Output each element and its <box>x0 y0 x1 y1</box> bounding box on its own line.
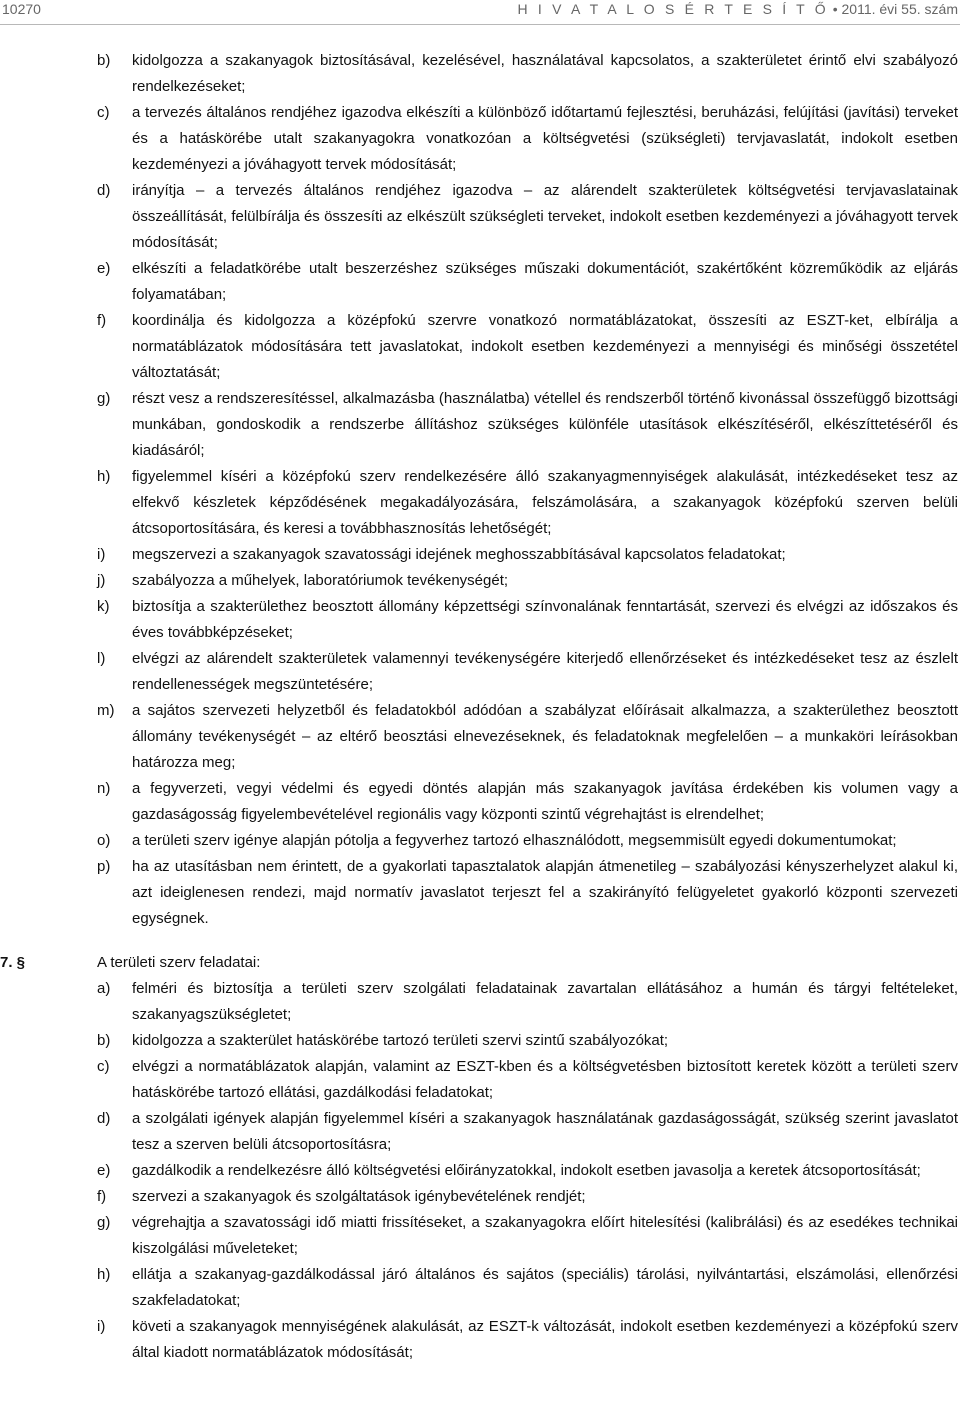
list-item-marker: e) <box>97 1162 111 1179</box>
list-item-text: gazdálkodik a rendelkezésre álló költségvetési előirányzatokkal, indokolt esetben javasolja a keretek átcsoportosítását; <box>132 1162 921 1179</box>
list-item-marker: b) <box>97 52 111 69</box>
list-item-text: részt vesz a rendszeresítéssel, alkalmazásba (használatba) vétellel és rendszerből történő kivonással összefüggő bizottsági munkában, gondoskodik a rendszerbe állításhoz szükséges különféle utasítások elkészítéséről, elkészíttetéséről és kiadásáról; <box>132 390 958 459</box>
list-item-text: felméri és biztosítja a területi szerv szolgálati feladatainak zavartalan ellátásához a humán és tárgyi feltételeket, szakanyagszükségletet; <box>132 980 958 1023</box>
list-item-marker: a) <box>97 980 111 997</box>
list-item-text: ellátja a szakanyag-gazdálkodással járó általános és sajátos (speciális) tárolási, nyilvántartási, elszámolási, ellenőrzési szakfeladatokat; <box>132 1266 958 1309</box>
list-item-marker: e) <box>97 260 111 277</box>
list-item-marker: h) <box>97 1266 111 1283</box>
list-item-text: szervezi a szakanyagok és szolgáltatások igénybevételének rendjét; <box>132 1188 586 1205</box>
list-item-marker: g) <box>97 390 111 407</box>
duties-list-previous-section <box>0 48 960 932</box>
list-item <box>0 1262 960 1314</box>
list-item-marker: i) <box>97 1318 106 1335</box>
duties-list-territorial-body <box>0 976 960 1366</box>
list-item-marker: m) <box>97 702 115 719</box>
list-item <box>0 646 960 698</box>
list-item <box>0 178 960 256</box>
section-title: A területi szerv feladatai: <box>97 954 261 971</box>
list-item-marker: i) <box>97 546 106 563</box>
list-item-marker: c) <box>97 1058 110 1075</box>
list-item <box>0 568 960 594</box>
list-item-text: irányítja – a tervezés általános rendjéhez igazodva – az alárendelt szakterületek költségvetési tervjavaslatainak összeállítását, felülbírálja és összesíti az elkészült szükségleti terveket, indokolt esetben kezdeményezi a jóváhagyott tervek módosítását; <box>132 182 958 251</box>
list-item <box>0 464 960 542</box>
list-item-marker: o) <box>97 832 111 849</box>
list-item <box>0 1314 960 1366</box>
list-item-marker: f) <box>97 312 107 329</box>
list-item-marker: n) <box>97 780 111 797</box>
list-item <box>0 1184 960 1210</box>
list-item-marker: d) <box>97 182 111 199</box>
list-item <box>0 698 960 776</box>
list-item <box>0 48 960 100</box>
list-item <box>0 1028 960 1054</box>
list-item-text: biztosítja a szakterülethez beosztott állomány képzettségi színvonalának fenntartását, szervezi és elvégzi az időszakos és éves továbbképzéseket; <box>132 598 958 641</box>
list-item-text: követi a szakanyagok mennyiségének alakulását, az ESZT-k változását, indokolt esetben kezdeményezi a középfokú szerv által kiadott normatáblázatok módosítását; <box>132 1318 958 1361</box>
list-item <box>0 386 960 464</box>
list-item-text: a sajátos szervezeti helyzetből és feladatokból adódóan a szabályzat előírásait alkalmazza, a szakterülethez beosztott állomány tevékenységét – az eltérő beosztási elnevezéseknek, és feladatoknak megfelelően – a munkaköri leírásokban határozza meg; <box>132 702 958 771</box>
list-item-text: a tervezés általános rendjéhez igazodva elkészíti a különböző időtartamú fejlesztési, beruházási, felújítási (javítási) terveket és a hatáskörébe utalt szakanyagokra vonatkozóan a költségvetési (szükségleti) tervjavaslatát, indokolt esetben kezdeményezi a jóváhagyott tervek módosítását; <box>132 104 958 173</box>
list-item-marker: k) <box>97 598 110 615</box>
list-item-text: elvégzi a normatáblázatok alapján, valamint az ESZT-kben és a költségvetésben biztosított keretek között a területi szerv hatáskörébe tartozó ellátási, gazdálkodási feladatokat; <box>132 1058 958 1101</box>
list-item <box>0 594 960 646</box>
list-item-text: figyelemmel kíséri a középfokú szerv rendelkezésére álló szakanyagmennyiségek alakulását, intézkedéseket tesz az elfekvő készletek képződésének megakadályozására, felszámolására, a szakanyagok középfokú szerven belüli átcsoportosítására, és keresi a továbbhasznosítás lehetőségét; <box>132 468 958 537</box>
list-item-text: végrehajtja a szavatossági idő miatti frissítéseket, a szakanyagokra előírt hitelesítési (kalibrálási) és az esedékes technikai kiszolgálási műveleteket; <box>132 1214 958 1257</box>
list-item <box>0 854 960 932</box>
header-separator: • <box>832 1 838 17</box>
list-item-marker: p) <box>97 858 111 875</box>
list-item <box>0 1054 960 1106</box>
list-item <box>0 1210 960 1262</box>
document-body <box>0 48 960 1366</box>
list-item-marker: d) <box>97 1110 111 1127</box>
page-header <box>0 0 960 25</box>
page-number: 10270 <box>2 1 41 17</box>
list-item <box>0 100 960 178</box>
section-7-heading <box>0 950 960 976</box>
list-item <box>0 828 960 854</box>
list-item <box>0 1158 960 1184</box>
list-item-text: elvégzi az alárendelt szakterületek valamennyi tevékenységére kiterjedő ellenőrzéseket és intézkedéseket tesz az észlelt rendellenességek megszüntetésére; <box>132 650 958 693</box>
list-item <box>0 776 960 828</box>
issue-label: 2011. évi 55. szám <box>841 1 958 17</box>
list-item <box>0 1106 960 1158</box>
list-item-marker: l) <box>97 650 106 667</box>
list-item-text: a fegyverzeti, vegyi védelmi és egyedi döntés alapján más szakanyagok javítása érdekében kis volumen vagy a gazdaságosság figyelembevételével regionális vagy központi szintű végrehajtást is elrendelhet; <box>132 780 958 823</box>
list-item <box>0 256 960 308</box>
list-item-marker: b) <box>97 1032 111 1049</box>
section-number: 7. § <box>0 954 26 971</box>
list-item-marker: f) <box>97 1188 107 1205</box>
list-item-marker: j) <box>97 572 106 589</box>
list-item-text: koordinálja és kidolgozza a középfokú szervre vonatkozó normatáblázatokat, összesíti az ESZT-ket, elbírálja a normatáblázatok módosítására tett javaslatokat, indokolt esetben kezdeményezi a mennyiségi és minőségi összetétel változtatását; <box>132 312 958 381</box>
list-item <box>0 976 960 1028</box>
list-item-text: a szolgálati igények alapján figyelemmel kíséri a szakanyagok használatának gazdaságosságát, szükség szerint javaslatot tesz a szerven belüli átcsoportosításra; <box>132 1110 958 1153</box>
list-item-marker: h) <box>97 468 111 485</box>
list-item-text: elkészíti a feladatkörébe utalt beszerzéshez szükséges műszaki dokumentációt, szakértőként közreműködik az eljárás folyamatában; <box>132 260 958 303</box>
list-item-text: kidolgozza a szakanyagok biztosításával, kezelésével, használatával kapcsolatos, a szakterületet érintő elvi szabályozó rendelkezéseket; <box>132 52 958 95</box>
list-item-text: megszervezi a szakanyagok szavatossági idejének meghosszabbításával kapcsolatos feladatokat; <box>132 546 786 563</box>
list-item <box>0 542 960 568</box>
running-title <box>518 0 958 18</box>
list-item-marker: c) <box>97 104 110 121</box>
list-item-text: szabályozza a műhelyek, laboratóriumok tevékenységét; <box>132 572 509 589</box>
list-item-marker: g) <box>97 1214 111 1231</box>
list-item-text: kidolgozza a szakterület hatáskörébe tartozó területi szervi szintű szabályozókat; <box>132 1032 669 1049</box>
journal-name: H I V A T A L O S É R T E S Í T Ő <box>517 1 829 17</box>
list-item-text: ha az utasításban nem érintett, de a gyakorlati tapasztalatok alapján átmenetileg – szabályozási kényszerhelyzet alakul ki, azt ideiglenesen rendezi, majd normatív javaslatot terjeszt fel a szakirányító felügyeletet gyakorló központi szervezeti egységnek. <box>132 858 958 927</box>
list-item-text: a területi szerv igénye alapján pótolja a fegyverhez tartozó elhasználódott, megsemmisült egyedi dokumentumokat; <box>132 832 897 849</box>
list-item <box>0 308 960 386</box>
